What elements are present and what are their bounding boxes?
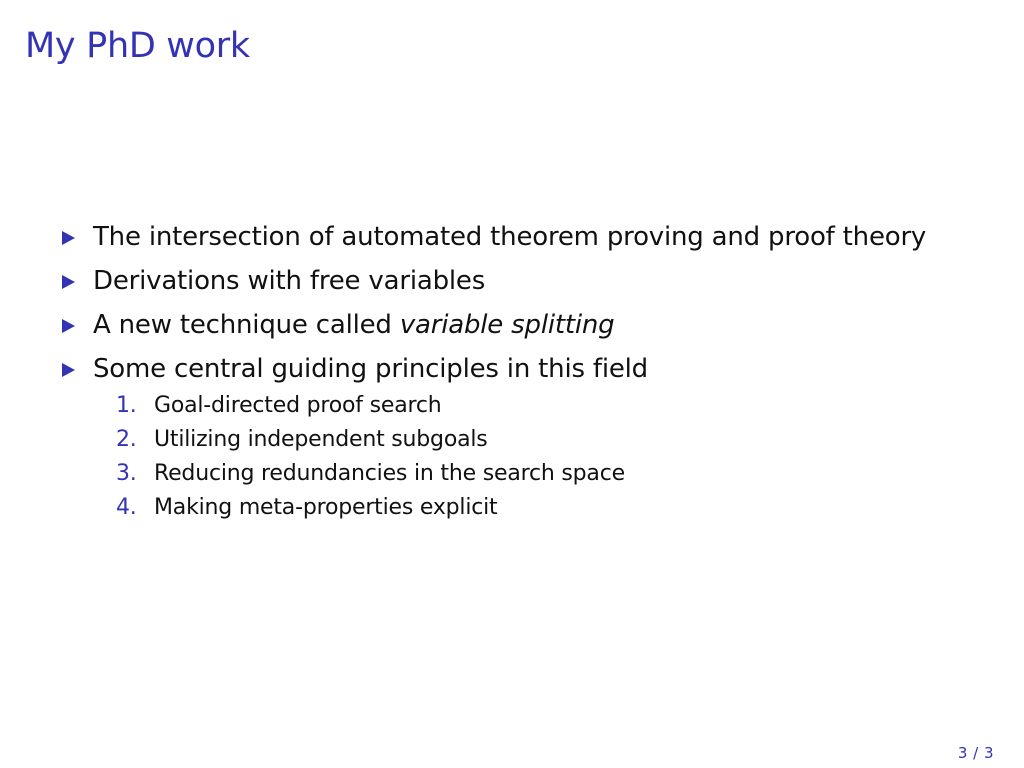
bullet-text: Derivations with free variables <box>93 266 486 296</box>
principle-item <box>116 491 926 525</box>
bullet-triangle-icon <box>62 363 75 377</box>
principle-item <box>116 423 926 457</box>
bullet-item <box>58 259 926 303</box>
bullet-triangle-icon <box>62 275 75 289</box>
bullet-text: The intersection of automated theorem proving and proof theory <box>93 222 927 252</box>
principle-number: 2. <box>116 427 137 452</box>
slide-title: My PhD work <box>25 26 250 66</box>
bullet-list <box>58 215 926 525</box>
bullet-text: Some central guiding principles in this field <box>93 354 648 384</box>
bullet-text-prefix: A new technique called <box>93 310 400 340</box>
bullet-item <box>58 215 926 259</box>
principle-number: 1. <box>116 393 137 418</box>
bullet-item <box>58 347 926 525</box>
bullet-emphasis: variable splitting <box>399 310 615 340</box>
bullet-text <box>93 303 926 347</box>
bullet-triangle-icon <box>62 319 75 333</box>
principle-text: Making meta-properties explicit <box>154 495 498 520</box>
principle-item <box>116 389 926 423</box>
principles-list <box>93 389 926 525</box>
principle-text: Utilizing independent subgoals <box>154 427 488 452</box>
page-number: 3 / 3 <box>957 744 994 762</box>
principle-item <box>116 457 926 491</box>
principle-text: Reducing redundancies in the search space <box>154 461 625 486</box>
principle-number: 4. <box>116 495 137 520</box>
bullet-item <box>58 303 926 347</box>
bullet-triangle-icon <box>62 231 75 245</box>
principle-number: 3. <box>116 461 137 486</box>
principle-text: Goal-directed proof search <box>154 393 442 418</box>
